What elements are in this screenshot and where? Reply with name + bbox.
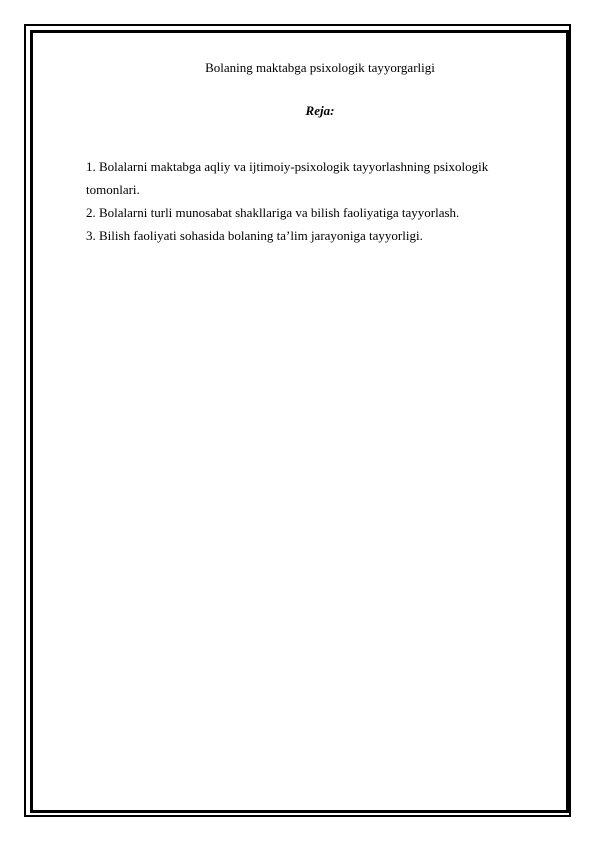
plan-item-2: 2. Bolalarni turli munosabat shakllariga va bilish faoliyatiga tayyorlash. — [86, 205, 460, 220]
page-border-inner — [30, 30, 569, 813]
plan-heading: Reja: — [305, 103, 335, 118]
plan-item-3: 3. Bilish faoliyati sohasida bolaning ta’lim jarayoniga tayyorligi. — [86, 228, 423, 243]
plan-item-1: 1. Bolalarni maktabga aqliy va ijtimoiy-psixologik tayyorlashning psixologik tomonlari. — [86, 159, 489, 197]
document-title: Bolaning maktabga psixologik tayyorgarligi — [205, 60, 435, 75]
plan-list — [86, 155, 536, 247]
